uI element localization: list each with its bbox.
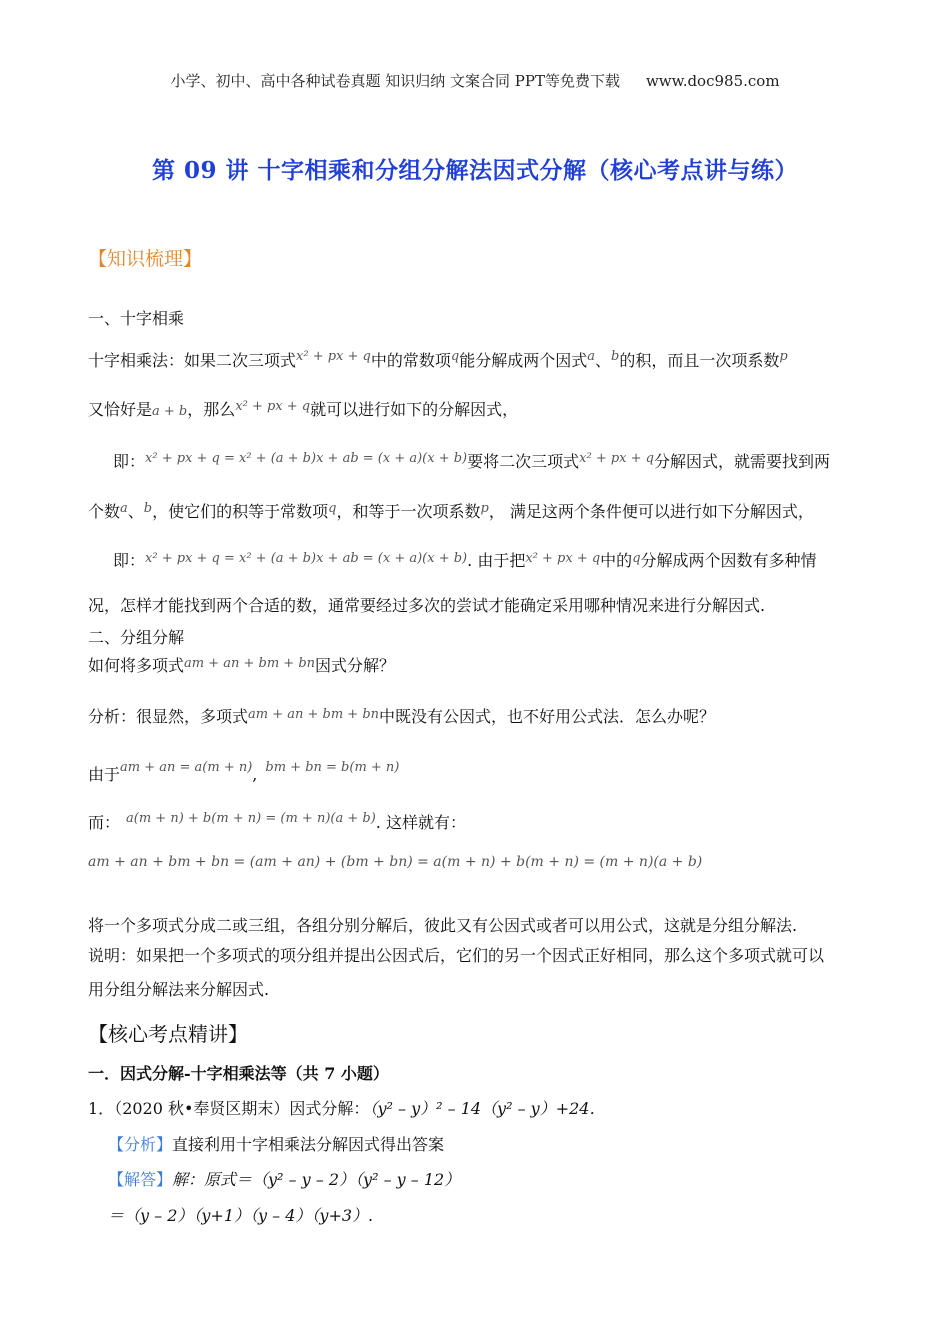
knowledge-heading: 【知识梳理】 [88, 248, 203, 270]
answer-line: 【解答】解：原式＝（y² – y – 2）（y² – y – 12） [108, 1170, 461, 1189]
part1-line2: 又恰好是a + b，那么$^{x^2 + px + q}$就可以进行如下的分解因式， [88, 399, 519, 419]
part1-heading: 一、十字相乘 [88, 309, 185, 328]
question-number: 1． [88, 1099, 115, 1118]
document-title: 第 09 讲 十字相乘和分组分解法因式分解（核心考点讲与练） [151, 157, 799, 184]
answer-tag: 【解答】 [108, 1170, 173, 1189]
section-1-title: 一．因式分解-十字相乘法等（共 7 小题） [88, 1064, 389, 1083]
header-url: www.doc985.com [645, 72, 780, 90]
part2-para2b: 用分组分解法来分解因式. [88, 980, 270, 999]
core-heading: 【核心考点精讲】 [88, 1022, 248, 1046]
question-expression: （y² – y）² – 14（y² – y）+24． [369, 1099, 606, 1118]
part2-para2a: 说明：如果把一个多项式的项分组并提出公因式后，它们的另一个因式正好相同，那么这个多项式就可以 [88, 946, 825, 965]
part2-and: 而： $^{a(m + n) + b(m + n) = (m + n)(a + b)}$. 这样就有： [88, 811, 466, 832]
analysis-line: 【分析】直接利用十字相乘法分解因式得出答案 [108, 1135, 445, 1154]
part1-line1: 十字相乘法：如果二次三项式$^{x^2 + px + q}$中的常数项$^q$能分解成两个因式$^a$、$^b$的积，而且一次项系数$^p$ [88, 349, 788, 370]
question-source: （2020 秋•奉贤区期末）因式分解： [114, 1099, 370, 1118]
part1-line5: 即：$^{x^2 + px + q = x^2 + (a + b)x + ab = (x + a)(x + b)}$. 由于把$^{x^2 + px + q}$中的$^q$分解成两个因数有多种情 [113, 551, 817, 570]
part1-line4: 个数$^a$、$^b$，使它们的积等于常数项$^q$，和等于一次项系数$^p$， 满足这两个条件便可以进行如下分解因式， [88, 501, 814, 521]
header-text: 小学、初中、高中各种试卷真题 知识归纳 文案合同 PPT等免费下载 [170, 72, 620, 90]
part2-question: 如何将多项式$^{am + an + bm + bn}$因式分解？ [88, 656, 396, 675]
analysis-tag: 【分析】 [108, 1135, 173, 1154]
part2-para1: 将一个多项式分成二或三组，各组分别分解后，彼此又有公因式或者可以用公式，这就是分组分解法. [88, 916, 798, 935]
question-1 [88, 1096, 605, 1119]
part2-full-derivation: am + an + bm + bn = (am + an) + (bm + bn) = a(m + n) + b(m + n) = (m + n)(a + b) [88, 854, 703, 870]
part2-analysis: 分析：很显然，多项式$^{am + an + bm + bn}$中既没有公因式，也不好用公式法．怎么办呢？ [88, 707, 716, 726]
part1-line6: 况，怎样才能找到两个合适的数，通常要经过多次的尝试才能确定采用哪种情况来进行分解因式. [88, 596, 766, 615]
answer-result: ＝（y – 2）（y+1）（y – 4）（y+3）. [108, 1206, 374, 1225]
page-header [0, 70, 950, 91]
part2-heading: 二、分组分解 [88, 628, 185, 647]
part1-line3: 即：$^{x^2 + px + q = x^2 + (a + b)x + ab = (x + a)(x + b)}$要将二次三项式$^{x^2 + px + q}$分解因式，就需要找到两 [113, 451, 831, 471]
part2-since: 由于$^{am + an = a(m + n)}$, $^{bm + bn = b(m + n)}$ [88, 760, 400, 784]
